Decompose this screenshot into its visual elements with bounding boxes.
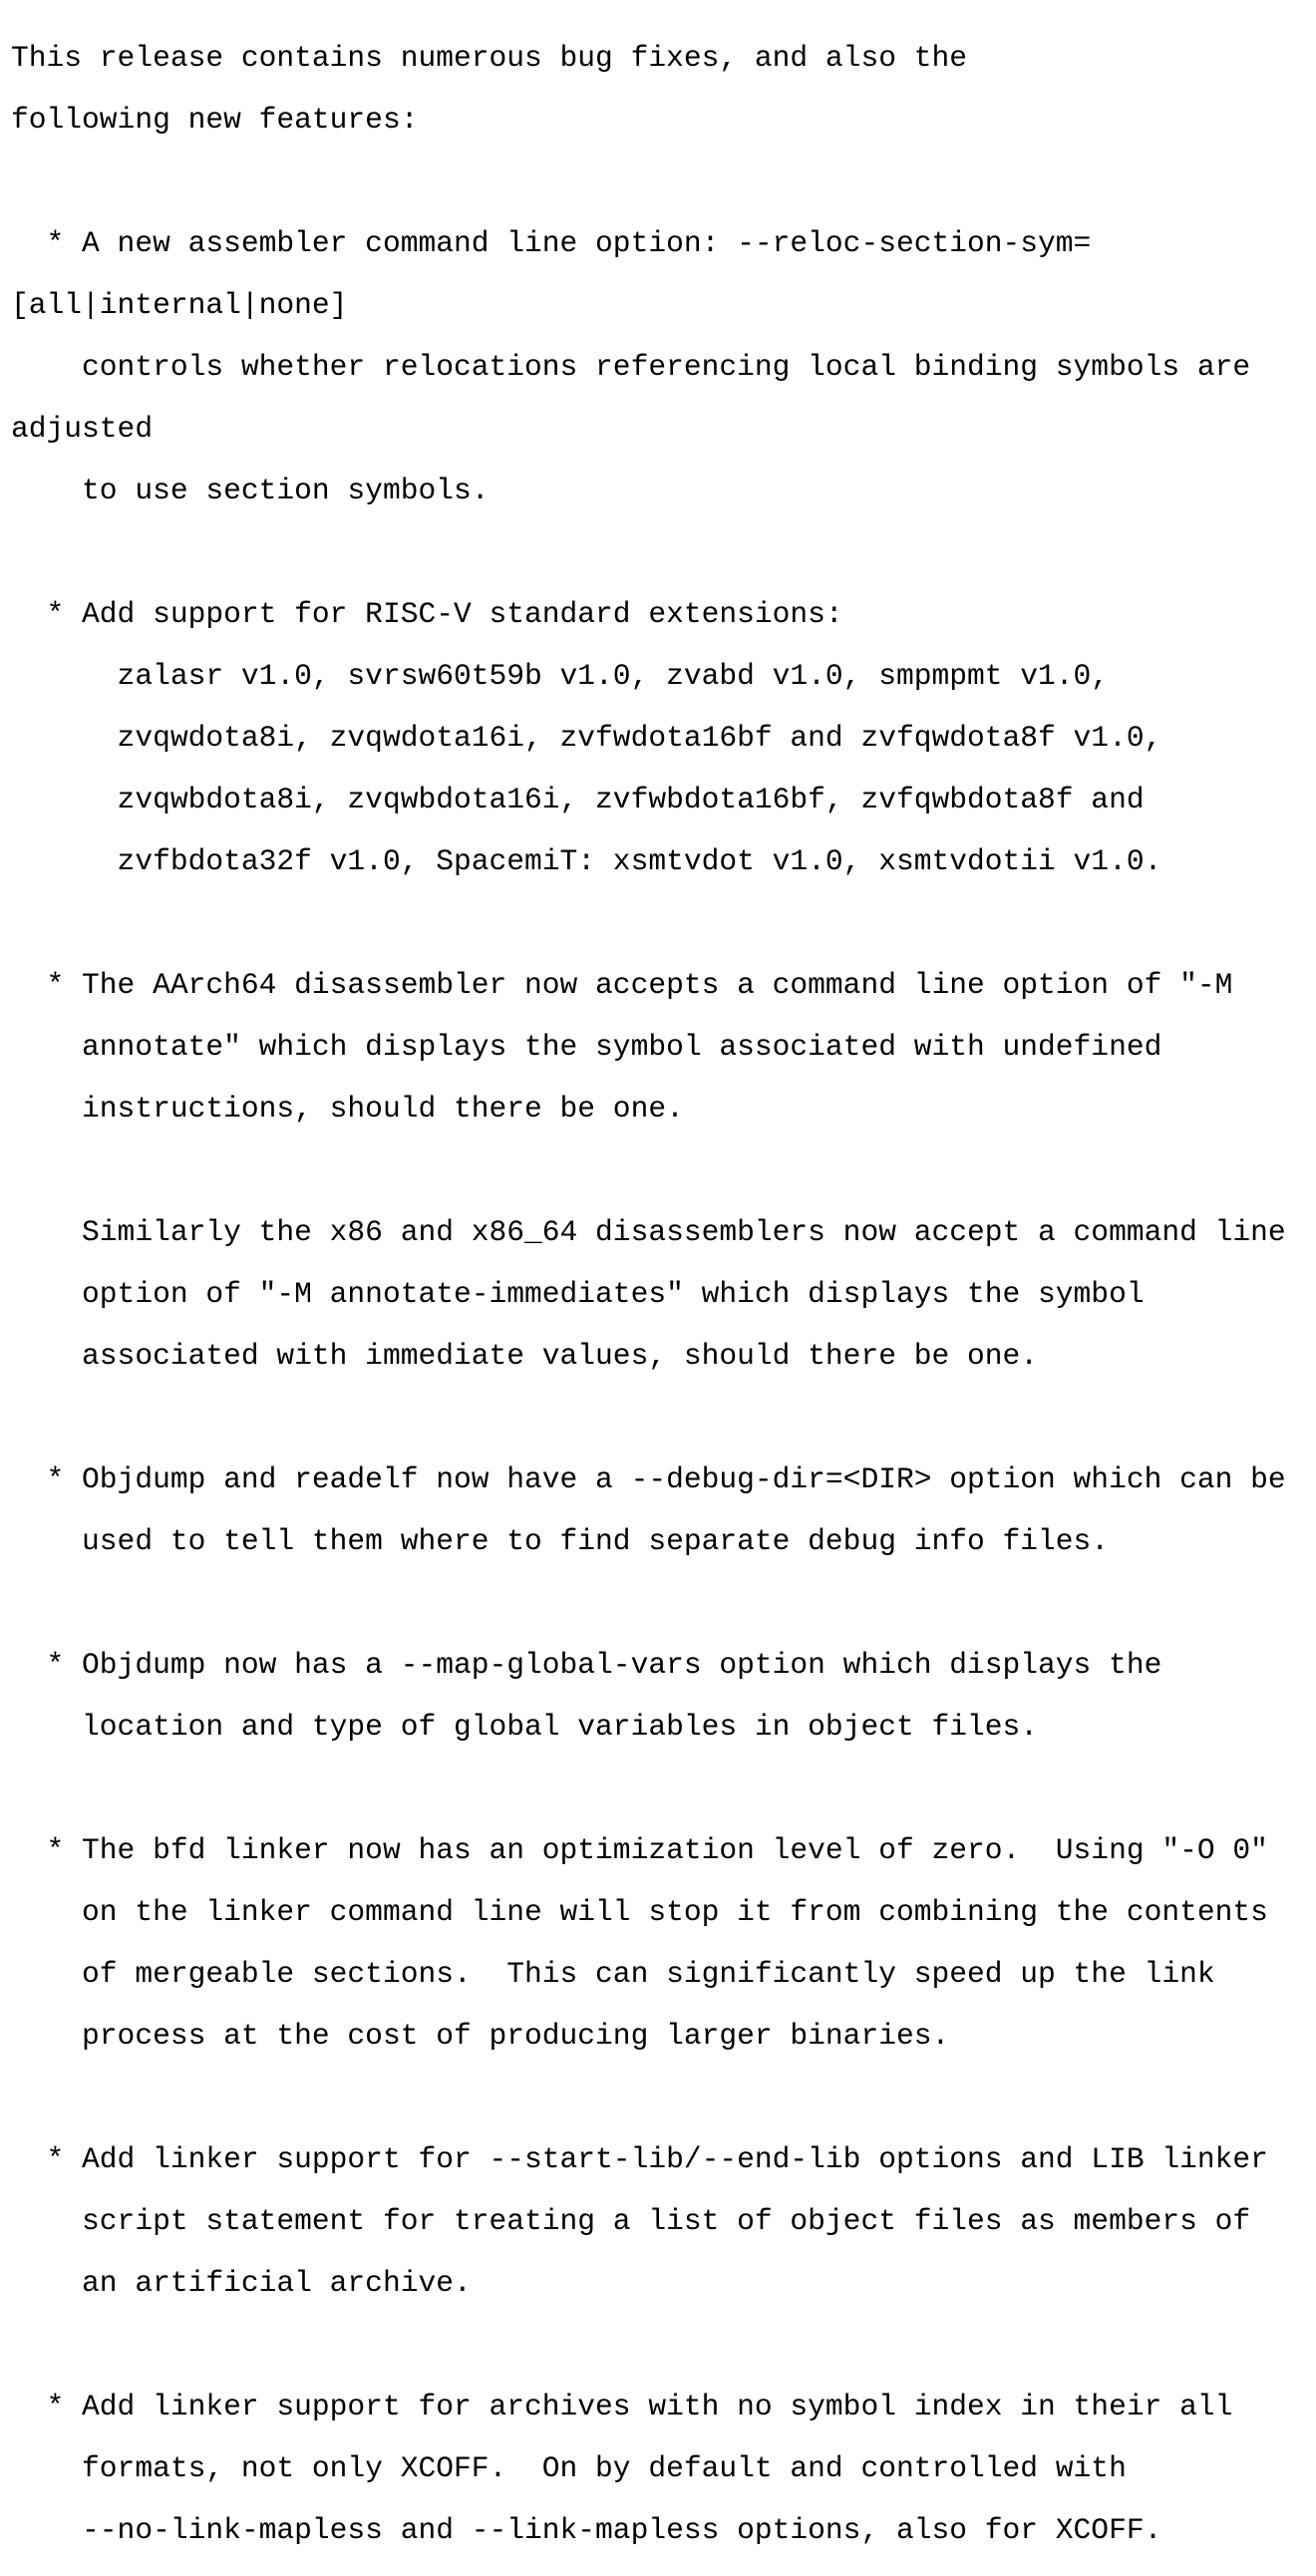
text-line bbox=[11, 1773, 1316, 1804]
text-line: formats, not only XCOFF. On by default and controlled with bbox=[11, 2451, 1127, 2485]
text-line bbox=[11, 1155, 1316, 1186]
text-line bbox=[11, 908, 1316, 939]
text-line: zvfbdota32f v1.0, SpacemiT: xsmtvdot v1.0, xsmtvdotii v1.0. bbox=[11, 844, 1162, 878]
text-line: * A new assembler command line option: --reloc-section-sym= bbox=[11, 226, 1092, 260]
text-line: * Objdump and readelf now have a --debug-dir=<DIR> option which can be bbox=[11, 1462, 1286, 1496]
text-line: --no-link-mapless and --link-mapless options, also for XCOFF. bbox=[11, 2513, 1162, 2547]
text-line bbox=[11, 1403, 1316, 1434]
text-line: Similarly the x86 and x86_64 disassemblers now accept a command line bbox=[11, 1215, 1286, 1249]
text-line: an artificial archive. bbox=[11, 2266, 472, 2300]
text-line: annotate" which displays the symbol associated with undefined bbox=[11, 1030, 1162, 1064]
text-line: [all|internal|none] bbox=[11, 288, 348, 322]
text-line: associated with immediate values, should there be one. bbox=[11, 1339, 1039, 1373]
text-line: * Add linker support for archives with no symbol index in their all bbox=[11, 2390, 1233, 2423]
text-line: * Add linker support for --start-lib/--end-lib options and LIB linker bbox=[11, 2142, 1268, 2176]
text-line: location and type of global variables in object files. bbox=[11, 1710, 1039, 1744]
text-line: zvqwbdota8i, zvqwbdota16i, zvfwbdota16bf, zvfqwbdota8f and bbox=[11, 783, 1145, 816]
text-line: adjusted bbox=[11, 412, 154, 446]
text-line: instructions, should there be one. bbox=[11, 1092, 684, 1126]
text-line bbox=[11, 2083, 1316, 2113]
text-line bbox=[11, 166, 1316, 197]
text-line: zalasr v1.0, svrsw60t59b v1.0, zvabd v1.0, smpmpmt v1.0, bbox=[11, 659, 1110, 693]
text-line: process at the cost of producing larger binaries. bbox=[11, 2019, 950, 2053]
text-line: script statement for treating a list of object files as members of bbox=[11, 2204, 1251, 2238]
text-line: of mergeable sections. This can significantly speed up the link bbox=[11, 1957, 1215, 1991]
text-line bbox=[11, 537, 1316, 568]
text-line: * Objdump now has a --map-global-vars option which displays the bbox=[11, 1648, 1162, 1682]
text-line: option of "-M annotate-immediates" which displays the symbol bbox=[11, 1277, 1145, 1311]
text-line: controls whether relocations referencing local binding symbols are bbox=[11, 350, 1251, 384]
text-line: on the linker command line will stop it from combining the contents bbox=[11, 1895, 1268, 1929]
text-line: * The bfd linker now has an optimization level of zero. Using "-O 0" bbox=[11, 1833, 1268, 1867]
text-line: * Add support for RISC-V standard extensions: bbox=[11, 597, 843, 631]
text-line: used to tell them where to find separate debug info files. bbox=[11, 1524, 1110, 1558]
text-line bbox=[11, 1588, 1316, 1619]
text-line: to use section symbols. bbox=[11, 474, 490, 507]
text-line: following new features: bbox=[11, 103, 419, 137]
text-line: * The AArch64 disassembler now accepts a command line option of "-M bbox=[11, 968, 1233, 1002]
text-line bbox=[11, 2330, 1316, 2361]
text-line: This release contains numerous bug fixes, and also the bbox=[11, 41, 967, 75]
text-line: zvqwdota8i, zvqwdota16i, zvfwdota16bf and zvfqwdota8f v1.0, bbox=[11, 721, 1162, 755]
